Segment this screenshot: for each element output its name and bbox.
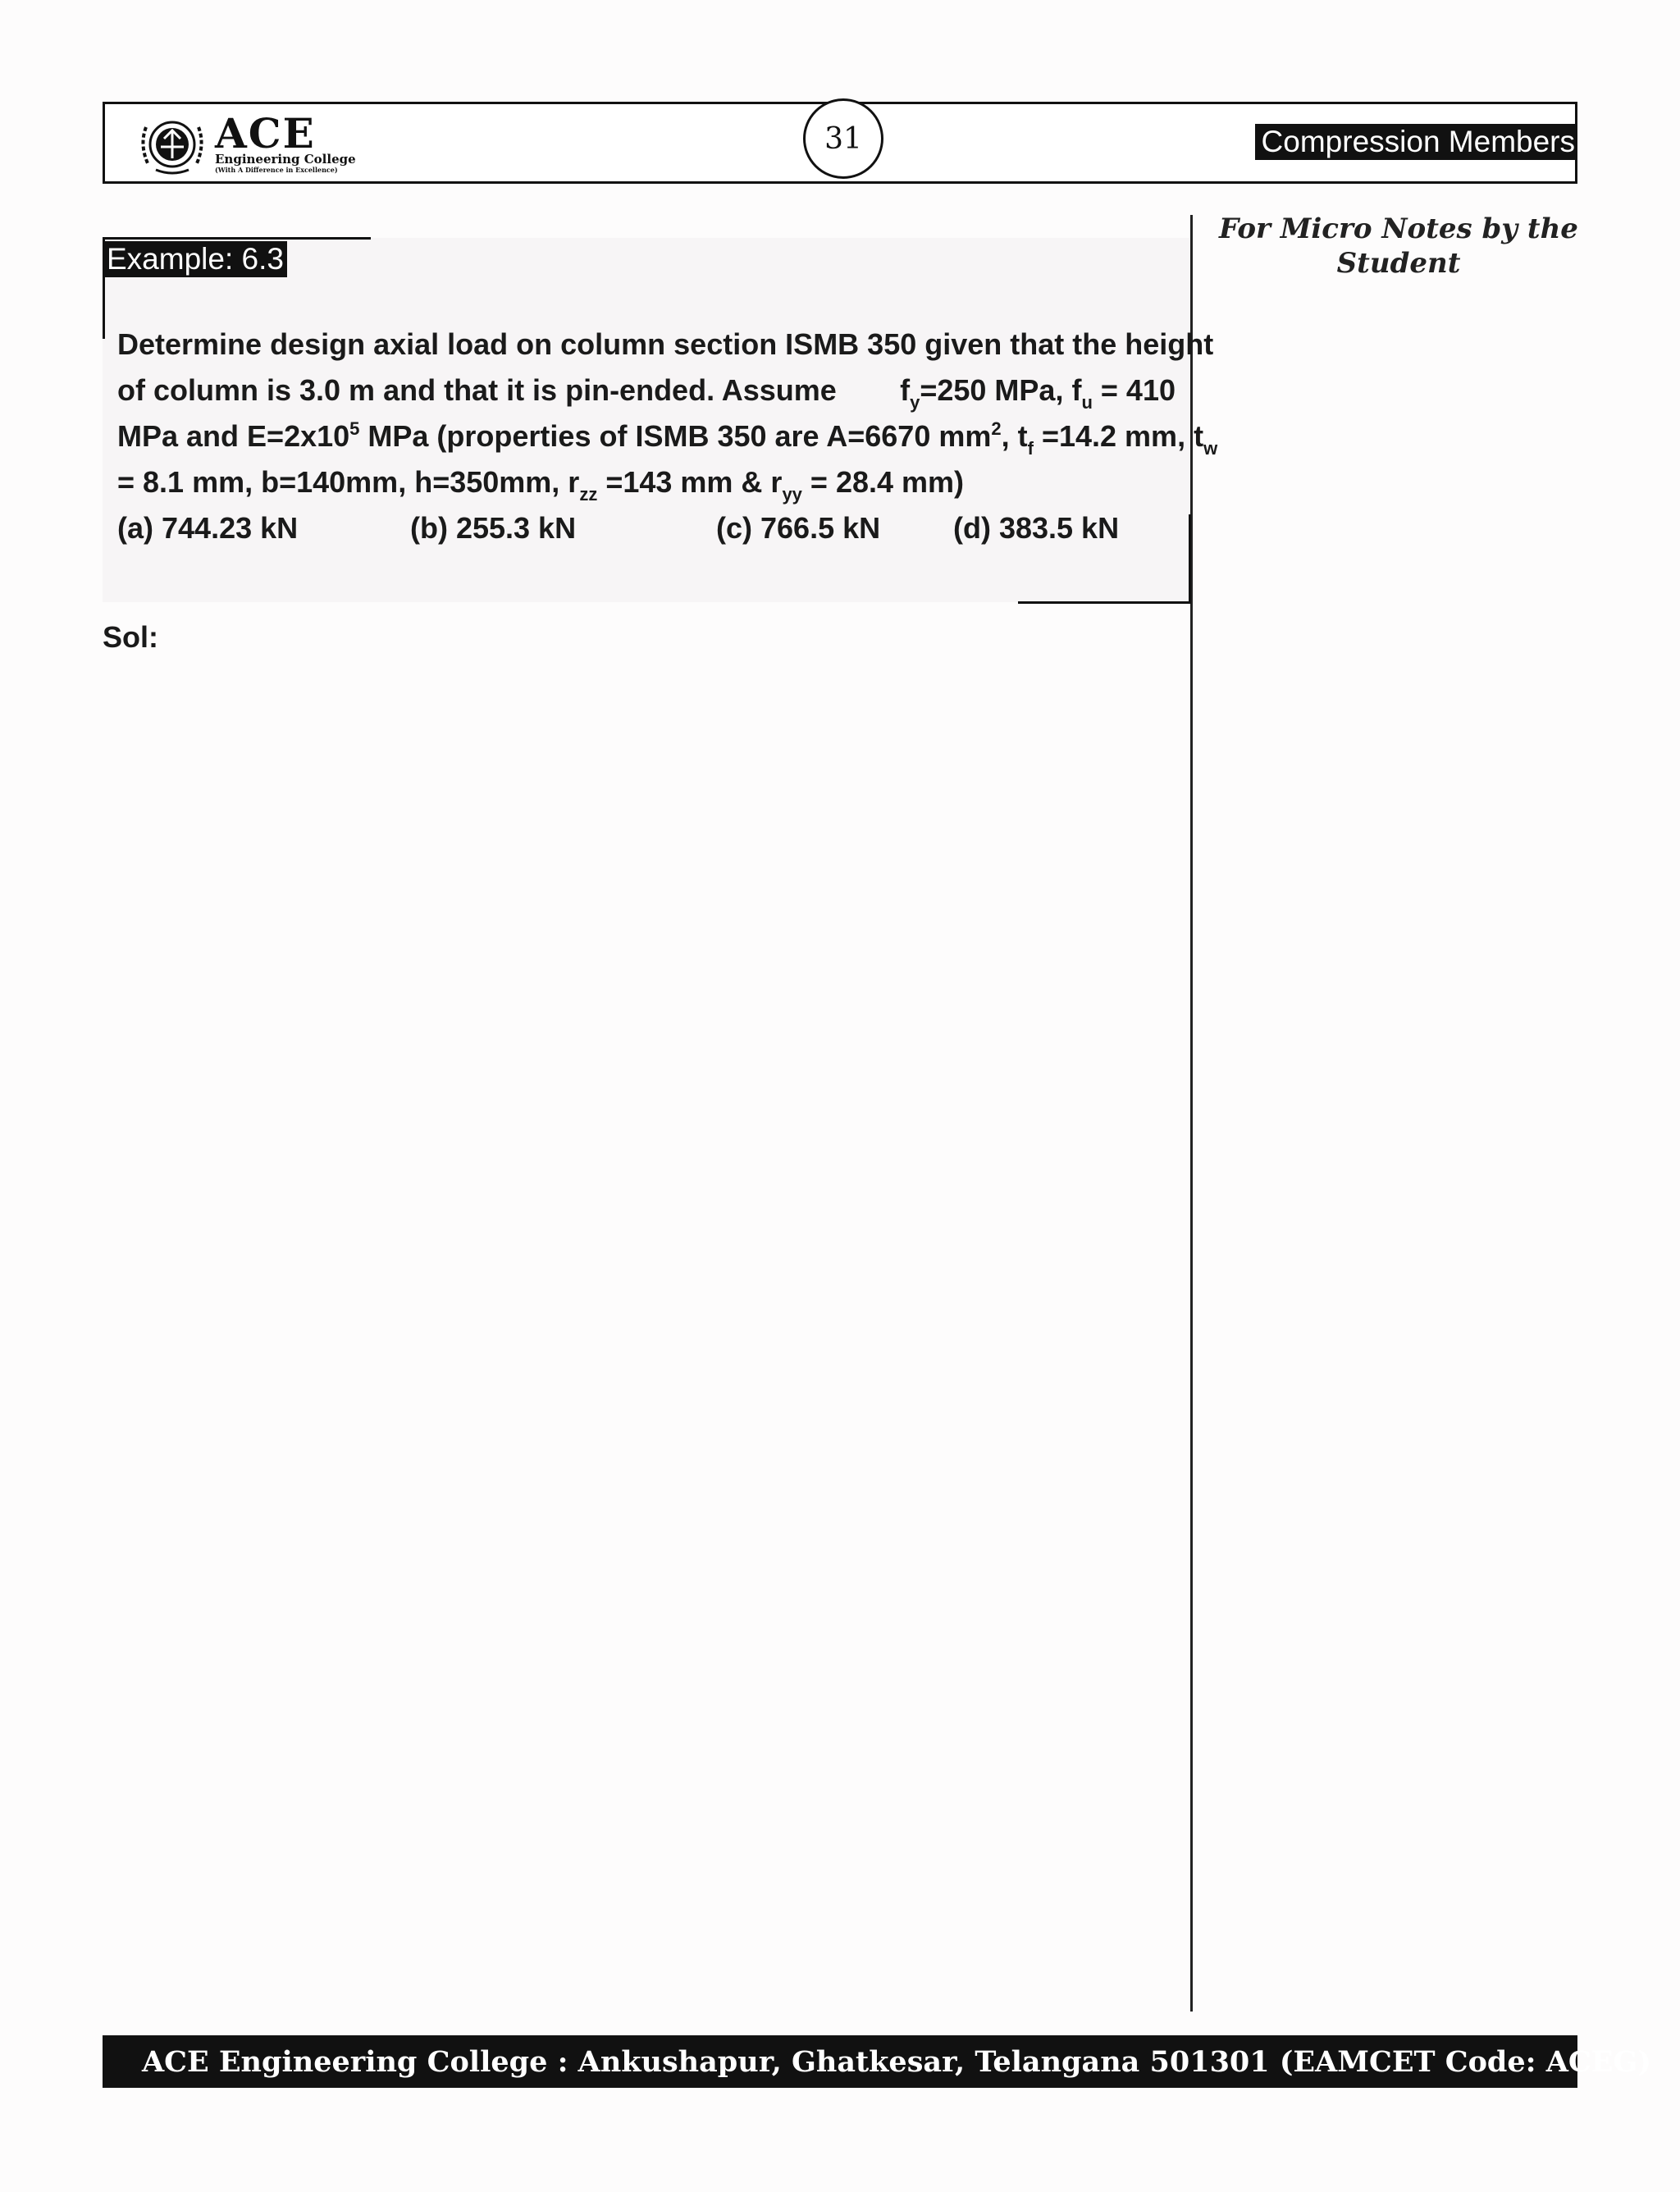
question-line xyxy=(117,368,1176,413)
example-right-rule xyxy=(1189,514,1191,603)
laurel-emblem-icon xyxy=(135,111,210,178)
question-text-run: of column is 3.0 m and that it is pin-ended. Assume xyxy=(117,373,837,407)
page-footer xyxy=(103,2035,1651,2088)
logo-subtitle: Engineering College xyxy=(215,152,356,167)
example-top-rule xyxy=(103,237,371,240)
answer-options xyxy=(117,505,1184,551)
question-line xyxy=(117,322,1214,368)
question-line: MPa and $E=2x10^5$ MPa (properties of ISMB 350 are A=6670 $mm^2$, $t_f =14.2$ mm, $t_w$ xyxy=(117,418,1218,459)
option-d: (d) 383.5 kN xyxy=(953,511,1120,545)
question-text xyxy=(117,322,1218,505)
option-c: (c) 766.5 kN xyxy=(716,511,881,545)
college-logo xyxy=(135,111,356,178)
question-text-run: $f_y=250$ MPa, $f_u = 410$ xyxy=(900,373,1176,413)
logo-name: ACE xyxy=(215,109,316,158)
notes-divider xyxy=(1190,215,1193,2012)
option-a: (a) 744.23 kN xyxy=(117,511,299,545)
page-number: 31 xyxy=(803,98,883,179)
footer-address: ACE Engineering College : Ankushapur, Ghatkesar, Telangana 501301 (EAMCET Code: ACEG) xyxy=(142,2044,1651,2079)
question-line: = 8.1 mm, b=140mm, h=350mm, $r_{zz} =143$ mm & $r_{yy} = 28.4$ mm) xyxy=(117,465,965,505)
notes-column-title: For Micro Notes by the Student xyxy=(1219,212,1578,280)
example-bottom-rule xyxy=(1018,601,1191,604)
page-header xyxy=(103,102,1577,184)
solution-label: Sol: xyxy=(103,620,158,654)
logo-tagline: (With A Difference in Excellence) xyxy=(215,166,338,174)
chapter-title: Compression Members xyxy=(1255,124,1575,160)
question-text-run: Determine design axial load on column section ISMB 350 given that the height xyxy=(117,327,1214,361)
option-b: (b) 255.3 kN xyxy=(410,511,577,545)
example-label: Example: 6.3 xyxy=(105,241,287,277)
